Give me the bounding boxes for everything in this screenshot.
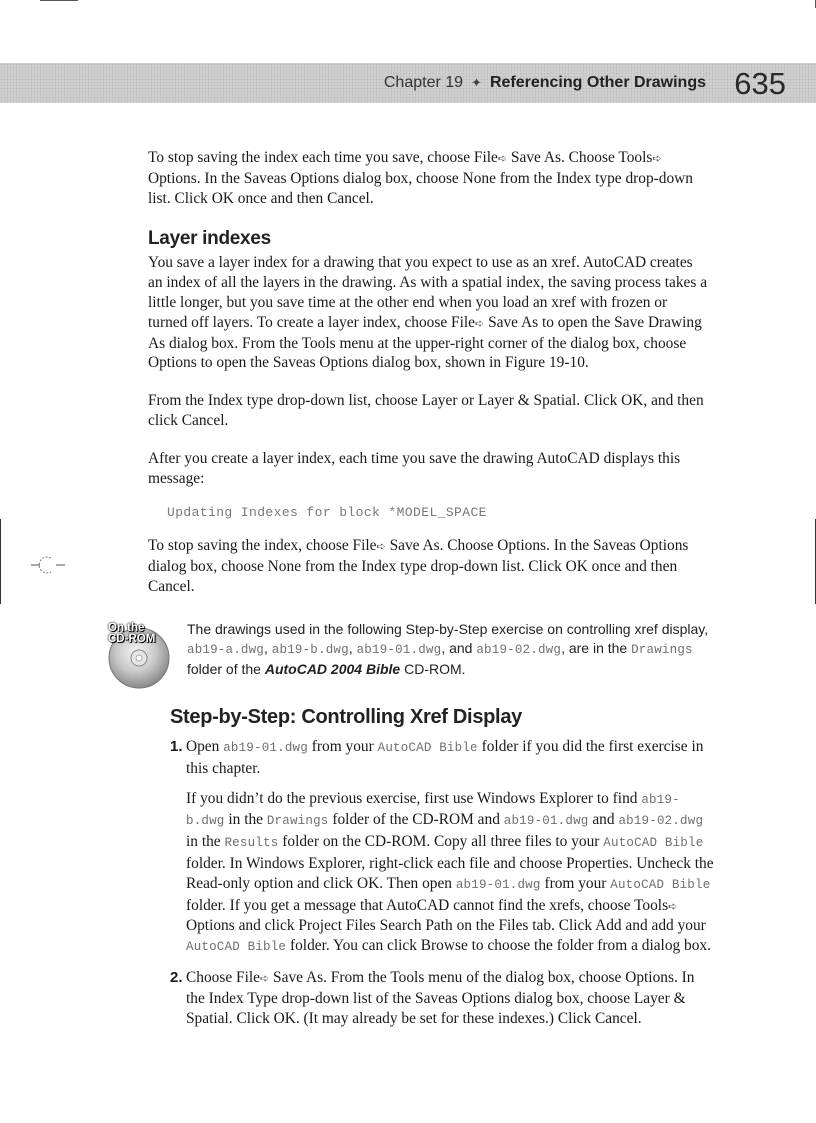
separator-diamond-icon: ✦ [471, 75, 482, 90]
menu-arrow-icon: ➪ [497, 152, 508, 165]
filename: ab19-a.dwg [187, 643, 265, 657]
registration-mark-icon [31, 554, 65, 576]
step-by-step-heading: Step-by-Step: Controlling Xref Display [170, 706, 522, 728]
step-text: Choose File➪ Save As. From the Tools menu of the dialog box, choose Options. In the Index Type drop-down list of the Saveas Options dialog box, choose Layer & Spatial. Click OK. (It may already be set for these indexes.) Click Cancel. [186, 968, 695, 1027]
cd-rom-note: The drawings used in the following Step-by-Step exercise on controlling xref display, ab19-a.dwg, ab19-b.dwg, ab19-01.dwg, and ab19-02.dwg, are in the Drawings folder of the AutoCAD 2004 Bible CD-ROM. [187, 621, 709, 677]
step-number: 2. [170, 968, 183, 986]
filename: ab19-02.dwg [476, 643, 562, 657]
step-text: Open ab19-01.dwg from your AutoCAD Bible folder if you did the first exercise in this chapter. [186, 738, 704, 777]
menu-arrow-icon: ➪ [376, 540, 386, 554]
on-the-cd-rom-badge: On the CD-ROM [108, 622, 156, 645]
chapter-title: Referencing Other Drawings [489, 74, 706, 91]
crop-mark-top [40, 0, 78, 1]
menu-arrow-icon: ➪ [259, 971, 270, 985]
menu-arrow-icon: ➪ [475, 316, 485, 330]
step-item [170, 968, 716, 1028]
layer-paragraph-3: After you create a layer index, each time you save the drawing AutoCAD displays this message: [148, 449, 681, 487]
menu-arrow-icon: ➪ [652, 152, 662, 165]
folder-name: AutoCAD Bible [377, 741, 478, 755]
layer-paragraph-1: You save a layer index for a drawing that you expect to use as an xref. AutoCAD creates an index of all the layers in the drawing. As with a spatial index, the saving process takes a little longer, but you save time at the other end when you load an xref with frozen or turned off layers. To create a layer index, choose File➪ Save As to open the Save Drawing As dialog box. From the Tools menu at the upper-right corner of the dialog box, choose Options to open the Saveas Options dialog box, shown in Figure 19-10. [148, 254, 708, 372]
step-subparagraph: If you didn’t do the previous exercise, first use Windows Explorer to find ab19-b.dwg in the Drawings folder of the CD-ROM and ab19-01.dwg and ab19-02.dwg in the Results folder on the CD-ROM. Copy all three files to your AutoCAD Bible folder. In Windows Explorer, right-click each file and choose Properties. Uncheck the Read-only option and click OK. Then open ab19-01.dwg from your AutoCAD Bible folder. If you get a message that AutoCAD cannot find the xrefs, choose Tools➪ Options and click Project Files Search Path on the Files tab. Click Add and add your AutoCAD Bible folder. You can click Browse to choose the folder from a dialog box. [186, 789, 714, 955]
intro-paragraph: To stop saving the index each time you save, choose File➪ Save As. Choose Tools➪ Options. In the Saveas Options dialog box, choose None from the Index type drop-down list. Click OK once and then Cancel. [148, 149, 693, 207]
crop-mark-left [0, 519, 1, 604]
chapter-label: Chapter 19 [383, 74, 464, 91]
book-title: AutoCAD 2004 Bible [264, 661, 401, 677]
main-content [148, 148, 708, 597]
step-item [170, 737, 716, 958]
menu-arrow-icon: ➪ [668, 899, 678, 913]
layer-paragraph-2: From the Index type drop-down list, choose Layer or Layer & Spatial. Click OK, and then click Cancel. [148, 392, 704, 429]
filename: ab19-01.dwg [356, 643, 442, 657]
folder-name: AutoCAD Bible [610, 877, 711, 892]
layer-paragraph-4: To stop saving the index, choose File➪ Save As. Choose Options. In the Saveas Options dialog box, choose None from the Index type drop-down list. Click OK once and then Cancel. [148, 537, 689, 595]
filename: ab19-b.dwg [186, 792, 680, 829]
running-head [384, 70, 706, 96]
step-number: 1. [170, 738, 183, 755]
filename: ab19-02.dwg [618, 814, 704, 829]
folder-name: AutoCAD Bible [186, 940, 287, 955]
filename: ab19-01.dwg [503, 814, 589, 829]
folder-name: Results [224, 836, 279, 851]
filename: ab19-b.dwg [271, 643, 349, 657]
filename: ab19-01.dwg [455, 877, 541, 892]
section-heading-layer-indexes: Layer indexes [148, 228, 271, 250]
folder-name: Drawings [631, 643, 693, 657]
page-number: 635 [734, 66, 786, 101]
filename: ab19-01.dwg [223, 741, 308, 755]
step-list [170, 737, 716, 1028]
folder-name: Drawings [266, 814, 329, 829]
folder-name: AutoCAD Bible [603, 836, 704, 851]
code-message: Updating Indexes for block *MODEL_SPACE [167, 505, 487, 521]
